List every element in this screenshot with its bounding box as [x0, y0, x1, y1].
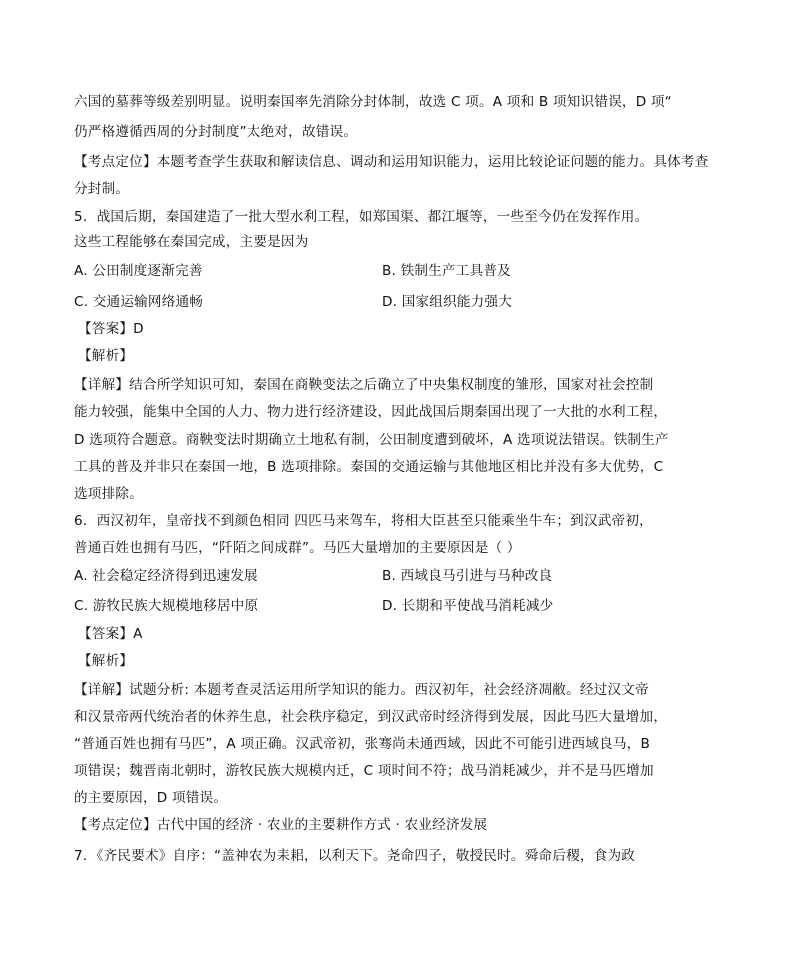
explanation-line: “普通百姓也拥有马匹”，A 项正确。汉武帝初，张骞尚未通西域，因此不可能引进西域良马，B [74, 736, 650, 752]
option-d: D. 国家组织能力强大 [382, 294, 513, 310]
question-5-stem: 5．战国后期，秦国建造了一批大型水利工程，如郑国渠、都江堰等，一些至今仍在发挥作用。 [74, 209, 649, 225]
option-a: A. 社会稳定经济得到迅速发展 [74, 568, 258, 584]
explanation-line: 能力较强，能集中全国的人力、物力进行经济建设，因此战国后期秦国出现了一大批的水利工程， [74, 404, 668, 420]
explanation-line: D 选项符合题意。商鞅变法时期确立土地私有制，公田制度遭到破坏，A 选项说法错误。铁制生产 [74, 432, 669, 448]
question-7-stem: 7．《齐民要术》自序：“盖神农为耒耜，以利天下。尧命四子，敬授民时。舜命后稷，食为政 [74, 848, 636, 864]
analysis-label: 【解析】 [78, 348, 134, 364]
paragraph-line: 仍严格遵循西周的分封制度”太绝对，故错误。 [74, 124, 358, 140]
answer-label: 【答案】A [78, 626, 143, 642]
key-point-line: 【考点定位】本题考查学生获取和解读信息、调动和运用知识能力，运用比较论证问题的能力。具体考查 [74, 154, 709, 170]
option-c: C. 交通运输网络通畅 [74, 294, 204, 310]
explanation-line: 的主要原因，D 项错误。 [74, 790, 228, 806]
explanation-line: 工具的普及并非只在秦国一地，B 选项排除。秦国的交通运输与其他地区相比并没有多大优势，C [74, 459, 664, 475]
analysis-label: 【解析】 [78, 653, 134, 669]
option-a: A. 公田制度逐渐完善 [74, 263, 203, 279]
explanation-line: 项错误；魏晋南北朝时，游牧民族大规模内迁，C 项时间不符；战马消耗减少，并不是马匹增加 [74, 763, 654, 779]
explanation-line: 【详解】试题分析: 本题考查灵活运用所学知识的能力。西汉初年，社会经济凋敝。经过汉文帝 [74, 682, 649, 698]
explanation-line: 选项排除。 [74, 486, 143, 502]
option-d: D. 长期和平使战马消耗减少 [382, 598, 554, 614]
option-b: B. 铁制生产工具普及 [382, 263, 511, 279]
explanation-line: 【详解】结合所学知识可知，秦国在商鞅变法之后确立了中央集权制度的雏形，国家对社会控制 [74, 377, 654, 393]
question-6-stem: 6．西汉初年，皇帝找不到颜色相同 四匹马来驾车，将相大臣甚至只能乘坐牛车；到汉武帝初， [74, 513, 653, 529]
key-point-line: 【考点定位】古代中国的经济 · 农业的主要耕作方式 · 农业经济发展 [74, 817, 488, 833]
option-c: C. 游牧民族大规模地移居中原 [74, 598, 259, 614]
question-5-stem: 这些工程能够在秦国完成，主要是因为 [74, 234, 309, 250]
paragraph-line: 六国的墓葬等级差别明显。说明秦国率先消除分封体制，故选 C 项。A 项和 B 项知识错误，D 项“ [74, 94, 672, 110]
answer-label: 【答案】D [78, 321, 144, 337]
explanation-line: 和汉景帝两代统治者的休养生息，社会秩序稳定，到汉武帝时经济得到发展，因此马匹大量增加， [74, 709, 668, 725]
option-b: B. 西域良马引进与马种改良 [382, 568, 553, 584]
question-6-stem: 普通百姓也拥有马匹，“阡陌之间成群”。马匹大量增加的主要原因是（ ） [74, 540, 521, 556]
paragraph-line: 分封制。 [74, 181, 130, 197]
